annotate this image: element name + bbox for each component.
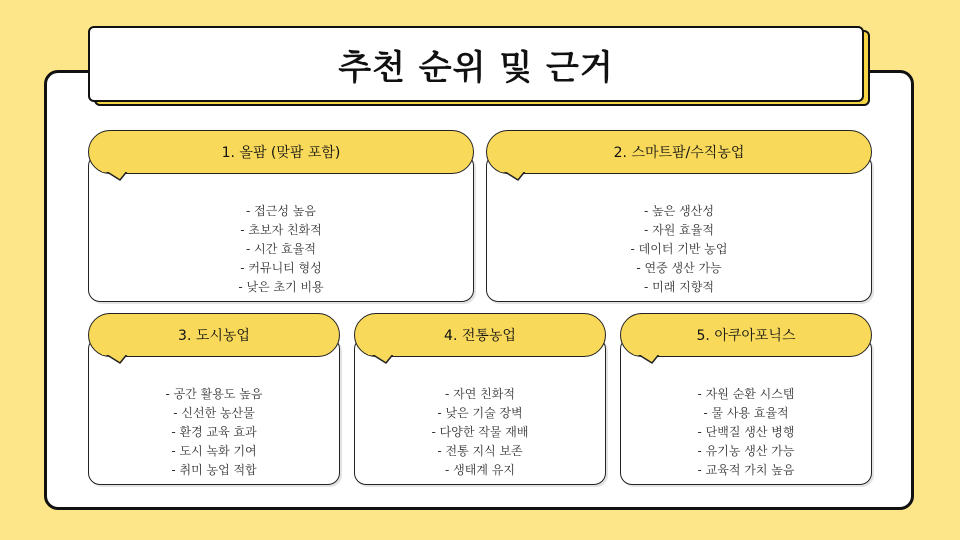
card-4 [354, 313, 606, 485]
card-5 [620, 313, 872, 485]
list-item: - 환경 교육 효과 [171, 425, 257, 439]
list-item: - 교육적 가치 높음 [697, 463, 795, 477]
list-item: - 취미 농업 적합 [171, 463, 257, 477]
list-item: - 낮은 기술 장벽 [437, 406, 523, 420]
list-item: - 단백질 생산 병행 [697, 425, 795, 439]
list-item: - 공간 활용도 높음 [165, 387, 263, 401]
list-item: - 높은 생산성 [644, 204, 714, 218]
list-item: - 전통 지식 보존 [437, 444, 523, 458]
card-list [354, 385, 606, 480]
list-item: - 생태계 유지 [445, 463, 515, 477]
speech-tail-icon [102, 353, 130, 375]
list-item: - 다양한 작물 재배 [431, 425, 529, 439]
list-item: - 자연 친화적 [445, 387, 515, 401]
list-item: - 접근성 높음 [246, 204, 316, 218]
card-heading: 3. 도시농업 [178, 328, 250, 344]
speech-tail-icon [368, 353, 396, 375]
card-header [620, 313, 872, 357]
card-list [620, 385, 872, 480]
card-list [88, 202, 474, 297]
list-item: - 초보자 친화적 [240, 223, 322, 237]
card-3 [88, 313, 340, 485]
card-header [88, 130, 474, 174]
title-box [88, 26, 864, 102]
card-header [88, 313, 340, 357]
list-item: - 도시 녹화 기여 [171, 444, 257, 458]
speech-tail-icon [102, 170, 130, 192]
speech-tail-icon [500, 170, 528, 192]
speech-tail-icon [634, 353, 662, 375]
card-2 [486, 130, 872, 302]
card-heading: 2. 스마트팜/수직농업 [613, 145, 745, 161]
list-item: - 자원 효율적 [644, 223, 714, 237]
list-item: - 물 사용 효율적 [703, 406, 789, 420]
list-item: - 미래 지향적 [644, 280, 714, 294]
card-header [354, 313, 606, 357]
card-list [88, 385, 340, 480]
list-item: - 낮은 초기 비용 [238, 280, 324, 294]
card-heading: 5. 아쿠아포닉스 [696, 328, 796, 344]
list-item: - 데이터 기반 농업 [630, 242, 728, 256]
list-item: - 시간 효율적 [246, 242, 316, 256]
card-heading: 1. 올팜 (맞팜 포함) [221, 145, 341, 161]
card-header [486, 130, 872, 174]
card-list [486, 202, 872, 297]
list-item: - 유기농 생산 가능 [697, 444, 795, 458]
page-title: 추천 순위 및 근거 [338, 47, 614, 88]
list-item: - 자원 순환 시스템 [697, 387, 795, 401]
list-item: - 커뮤니티 형성 [240, 261, 322, 275]
card-heading: 4. 전통농업 [444, 328, 516, 344]
list-item: - 연중 생산 가능 [636, 261, 722, 275]
list-item: - 신선한 농산물 [173, 406, 255, 420]
card-1 [88, 130, 474, 302]
